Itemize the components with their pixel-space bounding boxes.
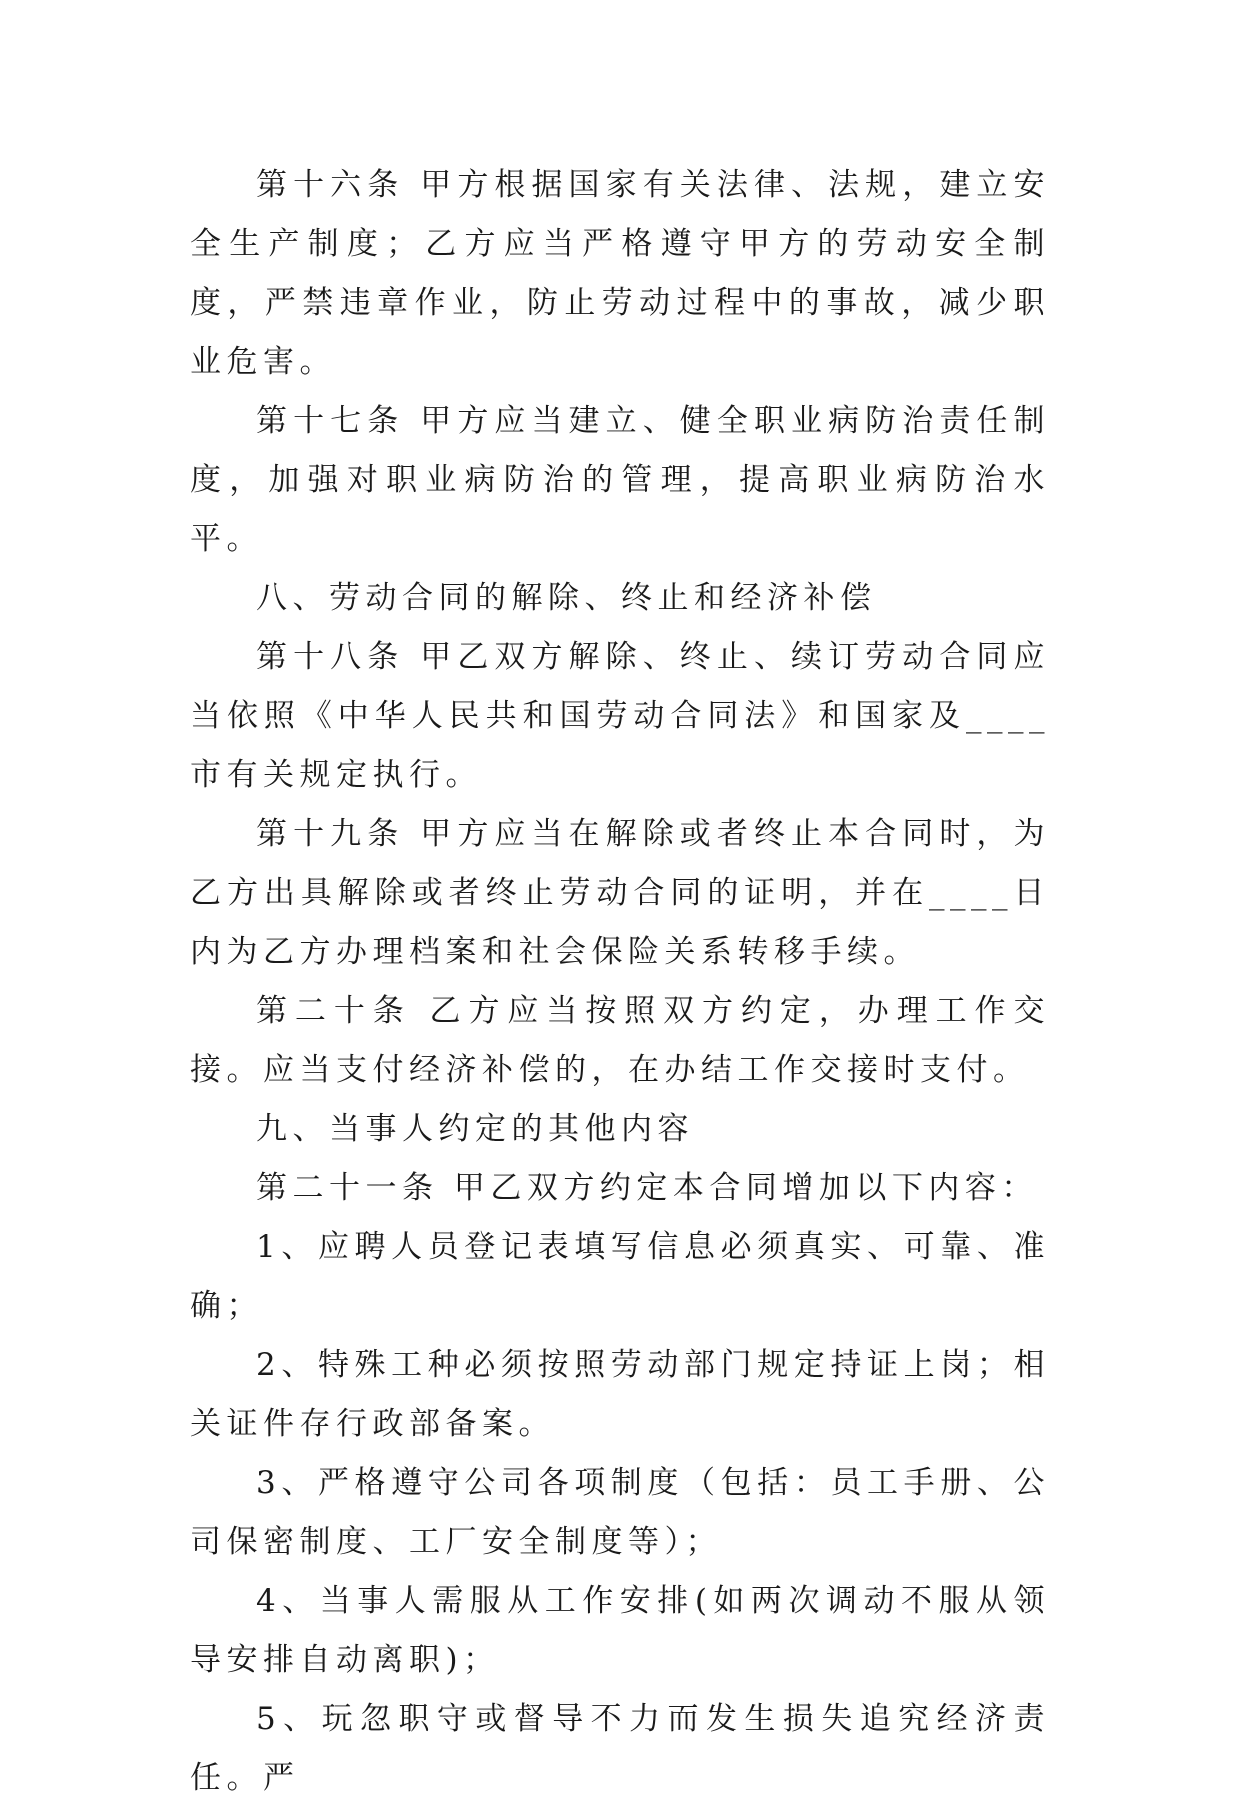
paragraph-article-18: 第十八条 甲乙双方解除、终止、续订劳动合同应当依照《中华人民共和国劳动合同法》和国家及____市有关规定执行。 <box>190 639 1050 793</box>
paragraph-article-21: 第二十一条 甲乙双方约定本合同增加以下内容： <box>256 1170 1038 1206</box>
paragraph-article-19: 第十九条 甲方应当在解除或者终止本合同时，为乙方出具解除或者终止劳动合同的证明，并在____日内为乙方办理档案和社会保险关系转移手续。 <box>190 816 1050 970</box>
section-heading-8: 八、劳动合同的解除、终止和经济补偿 <box>256 580 877 616</box>
list-item-1: 1、应聘人员登记表填写信息必须真实、可靠、准确； <box>190 1229 1050 1324</box>
list-item-5: 5、玩忽职守或督导不力而发生损失追究经济责任。严 <box>190 1701 1050 1796</box>
list-item-2: 2、特殊工种必须按照劳动部门规定持证上岗；相关证件存行政部备案。 <box>190 1347 1050 1442</box>
document-body <box>190 156 1050 1808</box>
section-heading-9: 九、当事人约定的其他内容 <box>256 1111 694 1147</box>
paragraph-article-20: 第二十条 乙方应当按照双方约定，办理工作交接。应当支付经济补偿的，在办结工作交接时支付。 <box>190 993 1050 1088</box>
paragraph-article-17: 第十七条 甲方应当建立、健全职业病防治责任制度，加强对职业病防治的管理，提高职业病防治水平。 <box>190 403 1050 557</box>
paragraph-article-16: 第十六条 甲方根据国家有关法律、法规，建立安全生产制度；乙方应当严格遵守甲方的劳动安全制度，严禁违章作业，防止劳动过程中的事故，减少职业危害。 <box>190 167 1050 380</box>
list-item-3: 3、严格遵守公司各项制度（包括：员工手册、公司保密制度、工厂安全制度等）； <box>190 1465 1050 1560</box>
list-item-4: 4、当事人需服从工作安排(如两次调动不服从领导安排自动离职)； <box>190 1583 1050 1678</box>
